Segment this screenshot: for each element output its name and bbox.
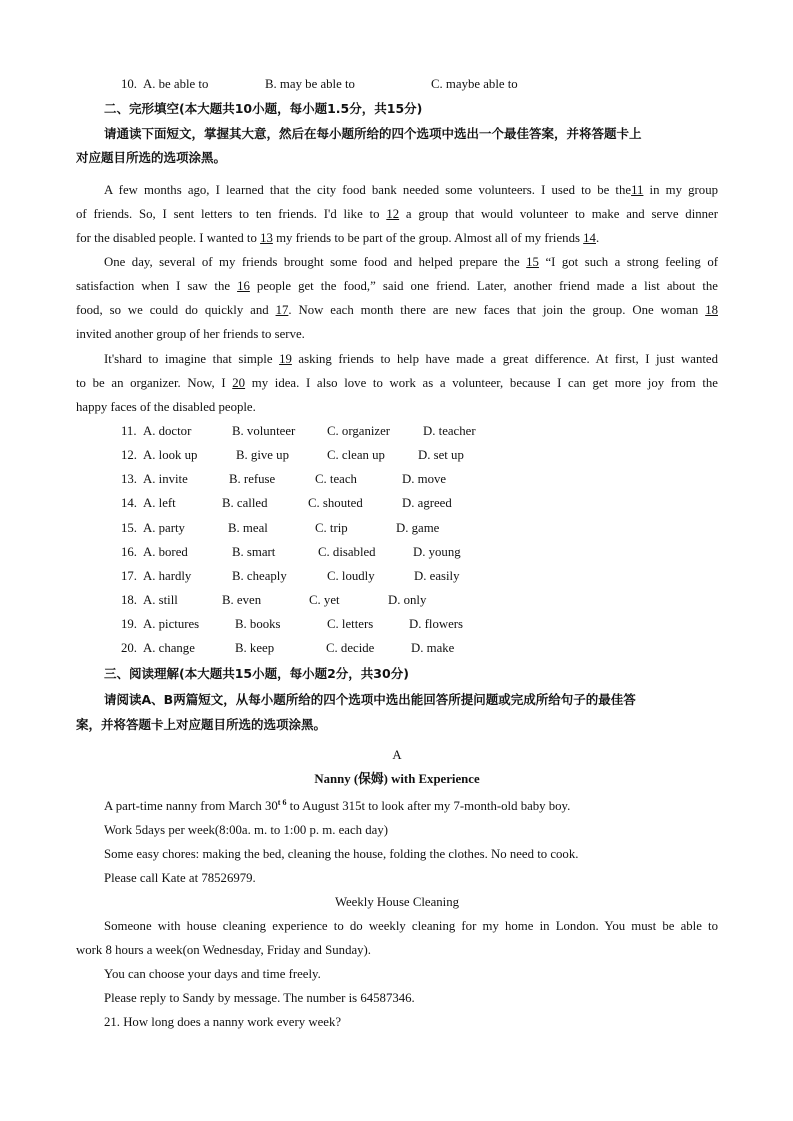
question-number: 17.: [121, 569, 137, 583]
option-d: D. flowers: [409, 617, 464, 631]
passage-p1-line-2: of friends. So, I sent letters to ten friends. I'd like to 12 a group that would volunteer to make and serve dinner: [76, 207, 719, 221]
ad-2-line-2: work 8 hours a week(on Wednesday, Friday and Sunday).: [76, 943, 372, 957]
option-a: A. change: [143, 641, 195, 655]
ad-1-title: Nanny (保姆) with Experience: [314, 772, 480, 786]
passage-p3-line-3: happy faces of the disabled people.: [76, 400, 256, 414]
passage-p1-line-1: A few months ago, I learned that the city food bank needed some volunteers. I used to be the11 in my group: [104, 183, 719, 197]
ad-1-line-1: A part-time nanny from March $30^{t 6}$ to August 315t to look after my 7-month-old baby boy.: [104, 798, 571, 813]
option-b: B. meal: [228, 521, 268, 535]
option-d: D. game: [396, 521, 440, 535]
passage-p3-line-2: to be an organizer. Now, I 20 my idea. I also love to work as a volunteer, because I can get more joy from the: [76, 376, 718, 390]
option-c: C. organizer: [327, 424, 391, 438]
blank-18: 18: [705, 303, 718, 317]
blank-19: 19: [279, 352, 292, 366]
ad-1-line-2: Work 5days per week(8:00a. m. to 1:00 p. m. each day): [104, 823, 388, 837]
section-3-instructions-line-2: 案，并将答题卡上对应题目所选的选项涂黑。: [76, 717, 327, 732]
ad-2-title: Weekly House Cleaning: [334, 895, 460, 909]
option-a: A. bored: [143, 545, 188, 559]
option-b: B. called: [222, 496, 268, 510]
option-b: B. may be able to: [265, 77, 355, 91]
option-c: C. letters: [327, 617, 374, 631]
option-c: C. clean up: [327, 448, 385, 462]
question-number: 11.: [121, 424, 137, 438]
option-c: C. teach: [315, 472, 357, 486]
option-c: C. trip: [315, 521, 348, 535]
blank-16: 16: [237, 279, 250, 293]
section-3-instructions-line-1: 请阅读A、B两篇短文，从每小题所给的四个选项中选出能回答所提问题或完成所给句子的最佳答: [104, 692, 636, 707]
option-a: A. pictures: [143, 617, 200, 631]
passage-p2-line-1: One day, several of my friends brought some food and helped prepare the 15 “I got such a strong feeling of: [104, 255, 718, 269]
question-number: 13.: [121, 472, 137, 486]
option-a: A. party: [143, 521, 185, 535]
ad-1-line-4: Please call Kate at 78526979.: [104, 871, 256, 885]
blank-15: 15: [526, 255, 539, 269]
option-d: D. make: [411, 641, 455, 655]
blank-13: 13: [260, 231, 273, 245]
blank-17: 17: [275, 303, 289, 317]
question-number: 14.: [121, 496, 137, 510]
option-b: B. give up: [236, 448, 289, 462]
section-3-heading: 三、阅读理解(本大题共15小题，每小题2分，共30分): [104, 666, 409, 681]
question-number: 16.: [121, 545, 137, 559]
passage-p3-line-1: It'shard to imagine that simple 19 asking friends to help have made a great difference. At first, I just wanted: [104, 352, 718, 366]
option-d: D. only: [388, 593, 427, 607]
question-number: 15.: [121, 521, 137, 535]
passage-p2-line-2: satisfaction when I saw the 16 people get the food,” said one friend. Later, another friend made a list about the: [76, 279, 718, 293]
ad-2-line-4: Please reply to Sandy by message. The number is 64587346.: [104, 991, 415, 1005]
section-2-heading: 二、完形填空(本大题共10小题，每小题1.5分，共15分): [104, 101, 423, 116]
option-d: D. young: [413, 545, 461, 559]
question-number: 19.: [121, 617, 137, 631]
blank-12: 12: [386, 207, 400, 221]
section-2-instructions-line-2: 对应题目所选的选项涂黑。: [76, 150, 227, 165]
option-b: B. smart: [232, 545, 276, 559]
question-21: 21. How long does a nanny work every week?: [104, 1015, 342, 1029]
option-b: B. volunteer: [232, 424, 296, 438]
ad-1-line-3: Some easy chores: making the bed, cleaning the house, folding the clothes. No need to cook.: [104, 847, 579, 861]
option-a: A. hardly: [143, 569, 192, 583]
option-a: A. be able to: [143, 77, 209, 91]
passage-p2-line-4: invited another group of her friends to serve.: [76, 327, 305, 341]
blank-14: 14: [583, 231, 596, 245]
passage-p1-line-3: for the disabled people. I wanted to 13 my friends to be part of the group. Almost all of my friends 14.: [76, 231, 600, 245]
blank-20: 20: [232, 376, 246, 390]
option-b: B. even: [222, 593, 262, 607]
option-c: C. loudly: [327, 569, 375, 583]
option-c: C. yet: [309, 593, 340, 607]
option-d: D. move: [402, 472, 447, 486]
option-d: D. easily: [414, 569, 460, 583]
question-number: 12.: [121, 448, 137, 462]
passage-p2-line-3: food, so we could do quickly and 17. Now each month there are new faces that join the group. One woman 18: [76, 303, 718, 317]
option-b: B. refuse: [229, 472, 276, 486]
question-number: 10.: [121, 77, 137, 91]
option-b: B. keep: [235, 641, 275, 655]
option-d: D. set up: [418, 448, 464, 462]
blank-11: 11: [631, 183, 644, 197]
section-2-instructions-line-1: 请通读下面短文，掌握其大意，然后在每小题所给的四个选项中选出一个最佳答案，并将答题卡上: [104, 126, 642, 141]
option-a: A. look up: [143, 448, 198, 462]
option-c: C. disabled: [318, 545, 376, 559]
option-d: D. teacher: [423, 424, 476, 438]
option-c: C. maybe able to: [431, 77, 518, 91]
option-b: B. cheaply: [232, 569, 287, 583]
ad-2-line-3: You can choose your days and time freely.: [104, 967, 321, 981]
ad-2-line-1: Someone with house cleaning experience to do weekly cleaning for my home in London. You must be able to: [104, 919, 718, 933]
option-a: A. invite: [143, 472, 188, 486]
question-number: 18.: [121, 593, 137, 607]
option-c: C. shouted: [308, 496, 363, 510]
option-a: A. still: [143, 593, 178, 607]
passage-a-label: A: [392, 748, 402, 762]
option-d: D. agreed: [402, 496, 452, 510]
option-b: B. books: [235, 617, 281, 631]
option-c: C. decide: [326, 641, 375, 655]
option-a: A. left: [143, 496, 176, 510]
option-a: A. doctor: [143, 424, 192, 438]
question-number: 20.: [121, 641, 137, 655]
